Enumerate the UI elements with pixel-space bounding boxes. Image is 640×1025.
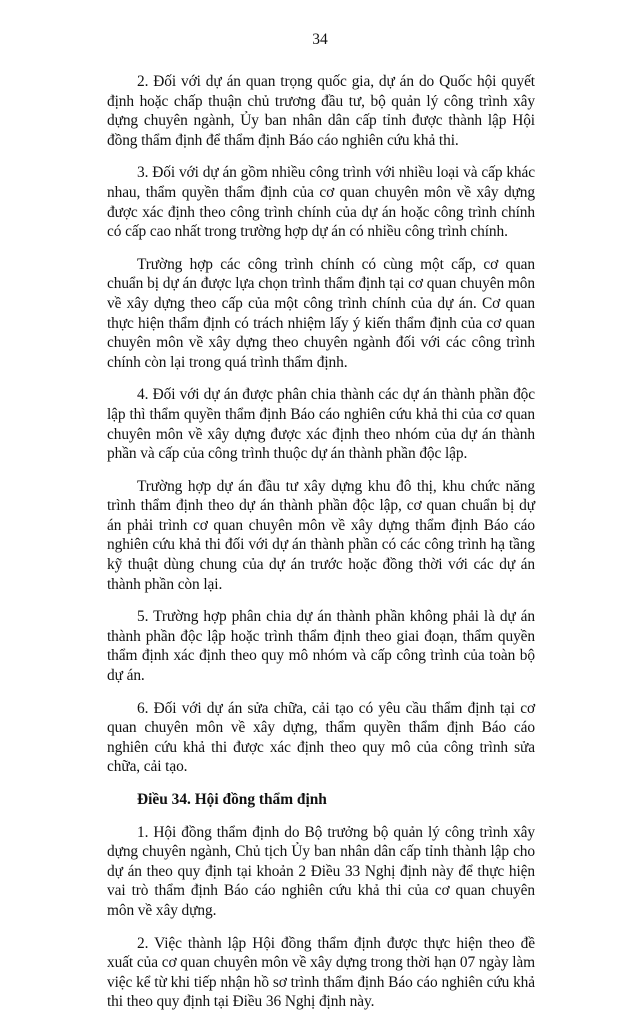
document-body xyxy=(107,72,535,1025)
article-paragraph-2: 2. Việc thành lập Hội đồng thẩm định được thực hiện theo đề xuất của cơ quan chuyên môn về xây dựng trong thời hạn 07 ngày làm việc kể từ khi tiếp nhận hồ sơ trình thẩm định Báo cáo nghiên cứu khả thi theo quy định tại Điều 36 Nghị định này. xyxy=(107,934,535,1011)
paragraph-clause-3-case: Trường hợp các công trình chính có cùng một cấp, cơ quan chuẩn bị dự án được lựa chọn trình thẩm định tại cơ quan chuyên môn về xây dựng theo cấp của một công trình chính của dự án. Cơ quan thực hiện thẩm định có trách nhiệm lấy ý kiến thẩm định của cơ quan chuyên môn về xây dựng theo chuyên ngành đối với các công trình chính còn lại trong quá trình thẩm định. xyxy=(107,255,535,371)
paragraph-clause-3: 3. Đối với dự án gồm nhiều công trình với nhiều loại và cấp khác nhau, thẩm quyền thẩm định của cơ quan chuyên môn về xây dựng được xác định theo công trình chính của dự án hoặc công trình chính có cấp cao nhất trong trường hợp dự án có nhiều công trình chính. xyxy=(107,164,535,241)
paragraph-clause-2: 2. Đối với dự án quan trọng quốc gia, dự án do Quốc hội quyết định hoặc chấp thuận chủ trương đầu tư, bộ quản lý công trình xây dựng chuyên ngành, Ủy ban nhân dân cấp tỉnh được thành lập Hội đồng thẩm định để thẩm định Báo cáo nghiên cứu khả thi. xyxy=(107,73,535,149)
paragraph-clause-6: 6. Đối với dự án sửa chữa, cải tạo có yêu cầu thẩm định tại cơ quan chuyên môn về xây dựng, thẩm quyền thẩm định Báo cáo nghiên cứu khả thi được xác định theo quy mô của công trình sửa chữa, cải tạo. xyxy=(107,699,535,776)
article-heading: Điều 34. Hội đồng thẩm định xyxy=(137,791,327,808)
paragraph-clause-5: 5. Trường hợp phân chia dự án thành phần không phải là dự án thành phần độc lập hoặc trình thẩm định theo giai đoạn, thẩm quyền thẩm định xác định theo quy mô nhóm và cấp công trình của toàn bộ dự án. xyxy=(107,608,535,685)
paragraph-clause-4: 4. Đối với dự án được phân chia thành các dự án thành phần độc lập thì thẩm quyền thẩm định Báo cáo nghiên cứu khả thi của cơ quan chuyên môn về xây dựng được xác định theo nhóm của dự án thành phần và cấp của công trình thuộc dự án thành phần độc lập. xyxy=(107,386,535,463)
paragraph-clause-4-case: Trường hợp dự án đầu tư xây dựng khu đô thị, khu chức năng trình thẩm định theo dự án thành phần độc lập, cơ quan chuẩn bị dự án phải trình cơ quan chuyên môn về xây dựng thẩm định Báo cáo nghiên cứu khả thi đối với dự án thành phần có các công trình hạ tầng kỹ thuật dùng chung của dự án trước hoặc đồng thời với các dự án thành phần còn lại. xyxy=(107,477,535,593)
page-number: 34 xyxy=(312,31,328,48)
article-paragraph-1: 1. Hội đồng thẩm định do Bộ trưởng bộ quản lý công trình xây dựng chuyên ngành, Chủ tịch Ủy ban nhân dân cấp tỉnh thành lập cho dự án theo quy định tại khoản 2 Điều 33 Nghị định này để thực hiện vai trò thẩm định Báo cáo nghiên cứu khả thi của cơ quan chuyên môn về xây dựng. xyxy=(107,823,535,919)
